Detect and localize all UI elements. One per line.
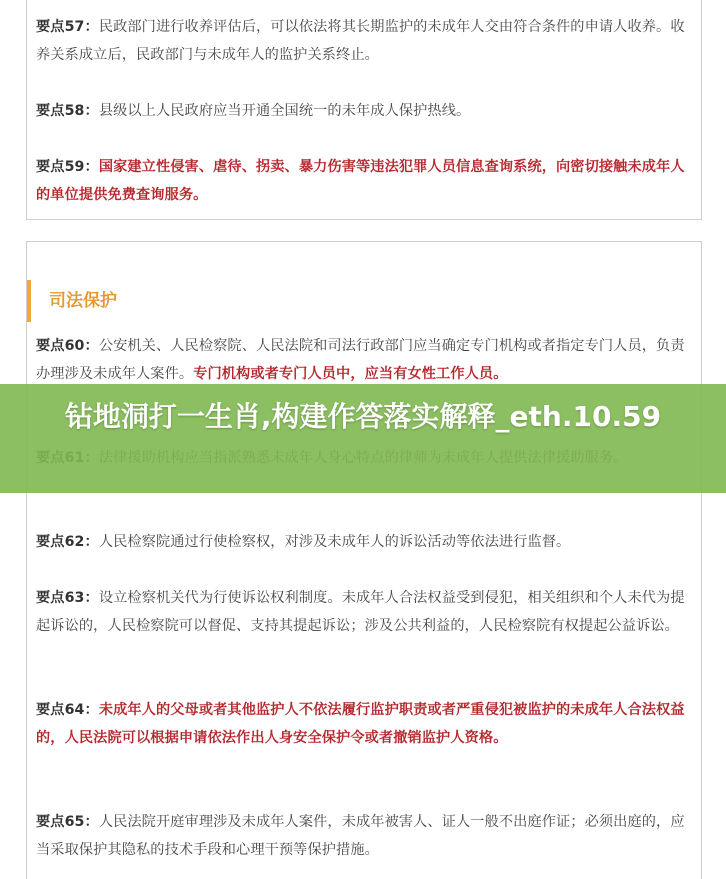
banner-text: 钻地洞打一生肖,构建作答落实解释_eth.10.59 bbox=[64, 400, 662, 433]
point-59-emphasis: 国家建立性侵害、虐待、拐卖、暴力伤害等违法犯罪人员信息查询系统，向密切接触未成年人的单位提供免费查询服务。 bbox=[36, 159, 685, 203]
point-65 bbox=[36, 808, 692, 864]
top-card bbox=[26, 0, 702, 220]
point-63-text: 设立检察机关代为行使诉讼权利制度。未成年人合法权益受到侵犯，相关组织和个人未代为提起诉讼的，人民检察院可以督促、支持其提起诉讼；涉及公共利益的，人民检察院有权提起公益诉讼。 bbox=[36, 590, 685, 634]
point-65-text: 人民法院开庭审理涉及未成年人案件，未成年被害人、证人一般不出庭作证；必须出庭的，应当采取保护其隐私的技术手段和心理干预等保护措施。 bbox=[36, 814, 685, 858]
point-62-label: 要点62： bbox=[36, 534, 99, 550]
overlay-banner bbox=[0, 384, 726, 493]
section-header bbox=[27, 280, 327, 322]
point-58-text: 县级以上人民政府应当开通全国统一的未年成人保护热线。 bbox=[98, 103, 471, 119]
point-57-text: 民政部门进行收养评估后，可以依法将其长期监护的未成年人交由符合条件的申请人收养。收养关系成立后，民政部门与未成年人的监护关系终止。 bbox=[36, 19, 685, 63]
point-60-emphasis: 专门机构或者专门人员中，应当有女性工作人员。 bbox=[193, 366, 508, 382]
point-59 bbox=[36, 153, 692, 209]
point-63-label: 要点63： bbox=[36, 590, 99, 606]
judicial-protection-card bbox=[26, 241, 702, 879]
point-57 bbox=[36, 13, 692, 69]
point-64-label: 要点64： bbox=[36, 702, 99, 718]
point-62 bbox=[36, 528, 692, 556]
point-64 bbox=[36, 696, 692, 752]
point-65-label: 要点65： bbox=[36, 814, 99, 830]
point-57-label: 要点57： bbox=[36, 19, 99, 35]
section-title: 司法保护 bbox=[49, 291, 117, 311]
point-58 bbox=[36, 97, 692, 125]
point-59-label: 要点59： bbox=[36, 159, 99, 175]
point-62-text: 人民检察院通过行使检察权，对涉及未成年人的诉讼活动等依法进行监督。 bbox=[98, 534, 571, 550]
point-64-emphasis: 未成年人的父母或者其他监护人不依法履行监护职责或者严重侵犯被监护的未成年人合法权益的，人民法院可以根据申请依法作出人身安全保护令或者撤销监护人资格。 bbox=[36, 702, 685, 746]
point-60-label: 要点60： bbox=[36, 338, 99, 354]
point-60-text: 公安机关、人民检察院、人民法院和司法行政部门应当确定专门机构或者指定专门人员，负责办理涉及未成年人案件。 bbox=[36, 338, 685, 382]
point-60 bbox=[36, 332, 692, 388]
point-63 bbox=[36, 584, 692, 640]
point-58-label: 要点58： bbox=[36, 103, 99, 119]
section-accent-bar bbox=[27, 280, 31, 322]
